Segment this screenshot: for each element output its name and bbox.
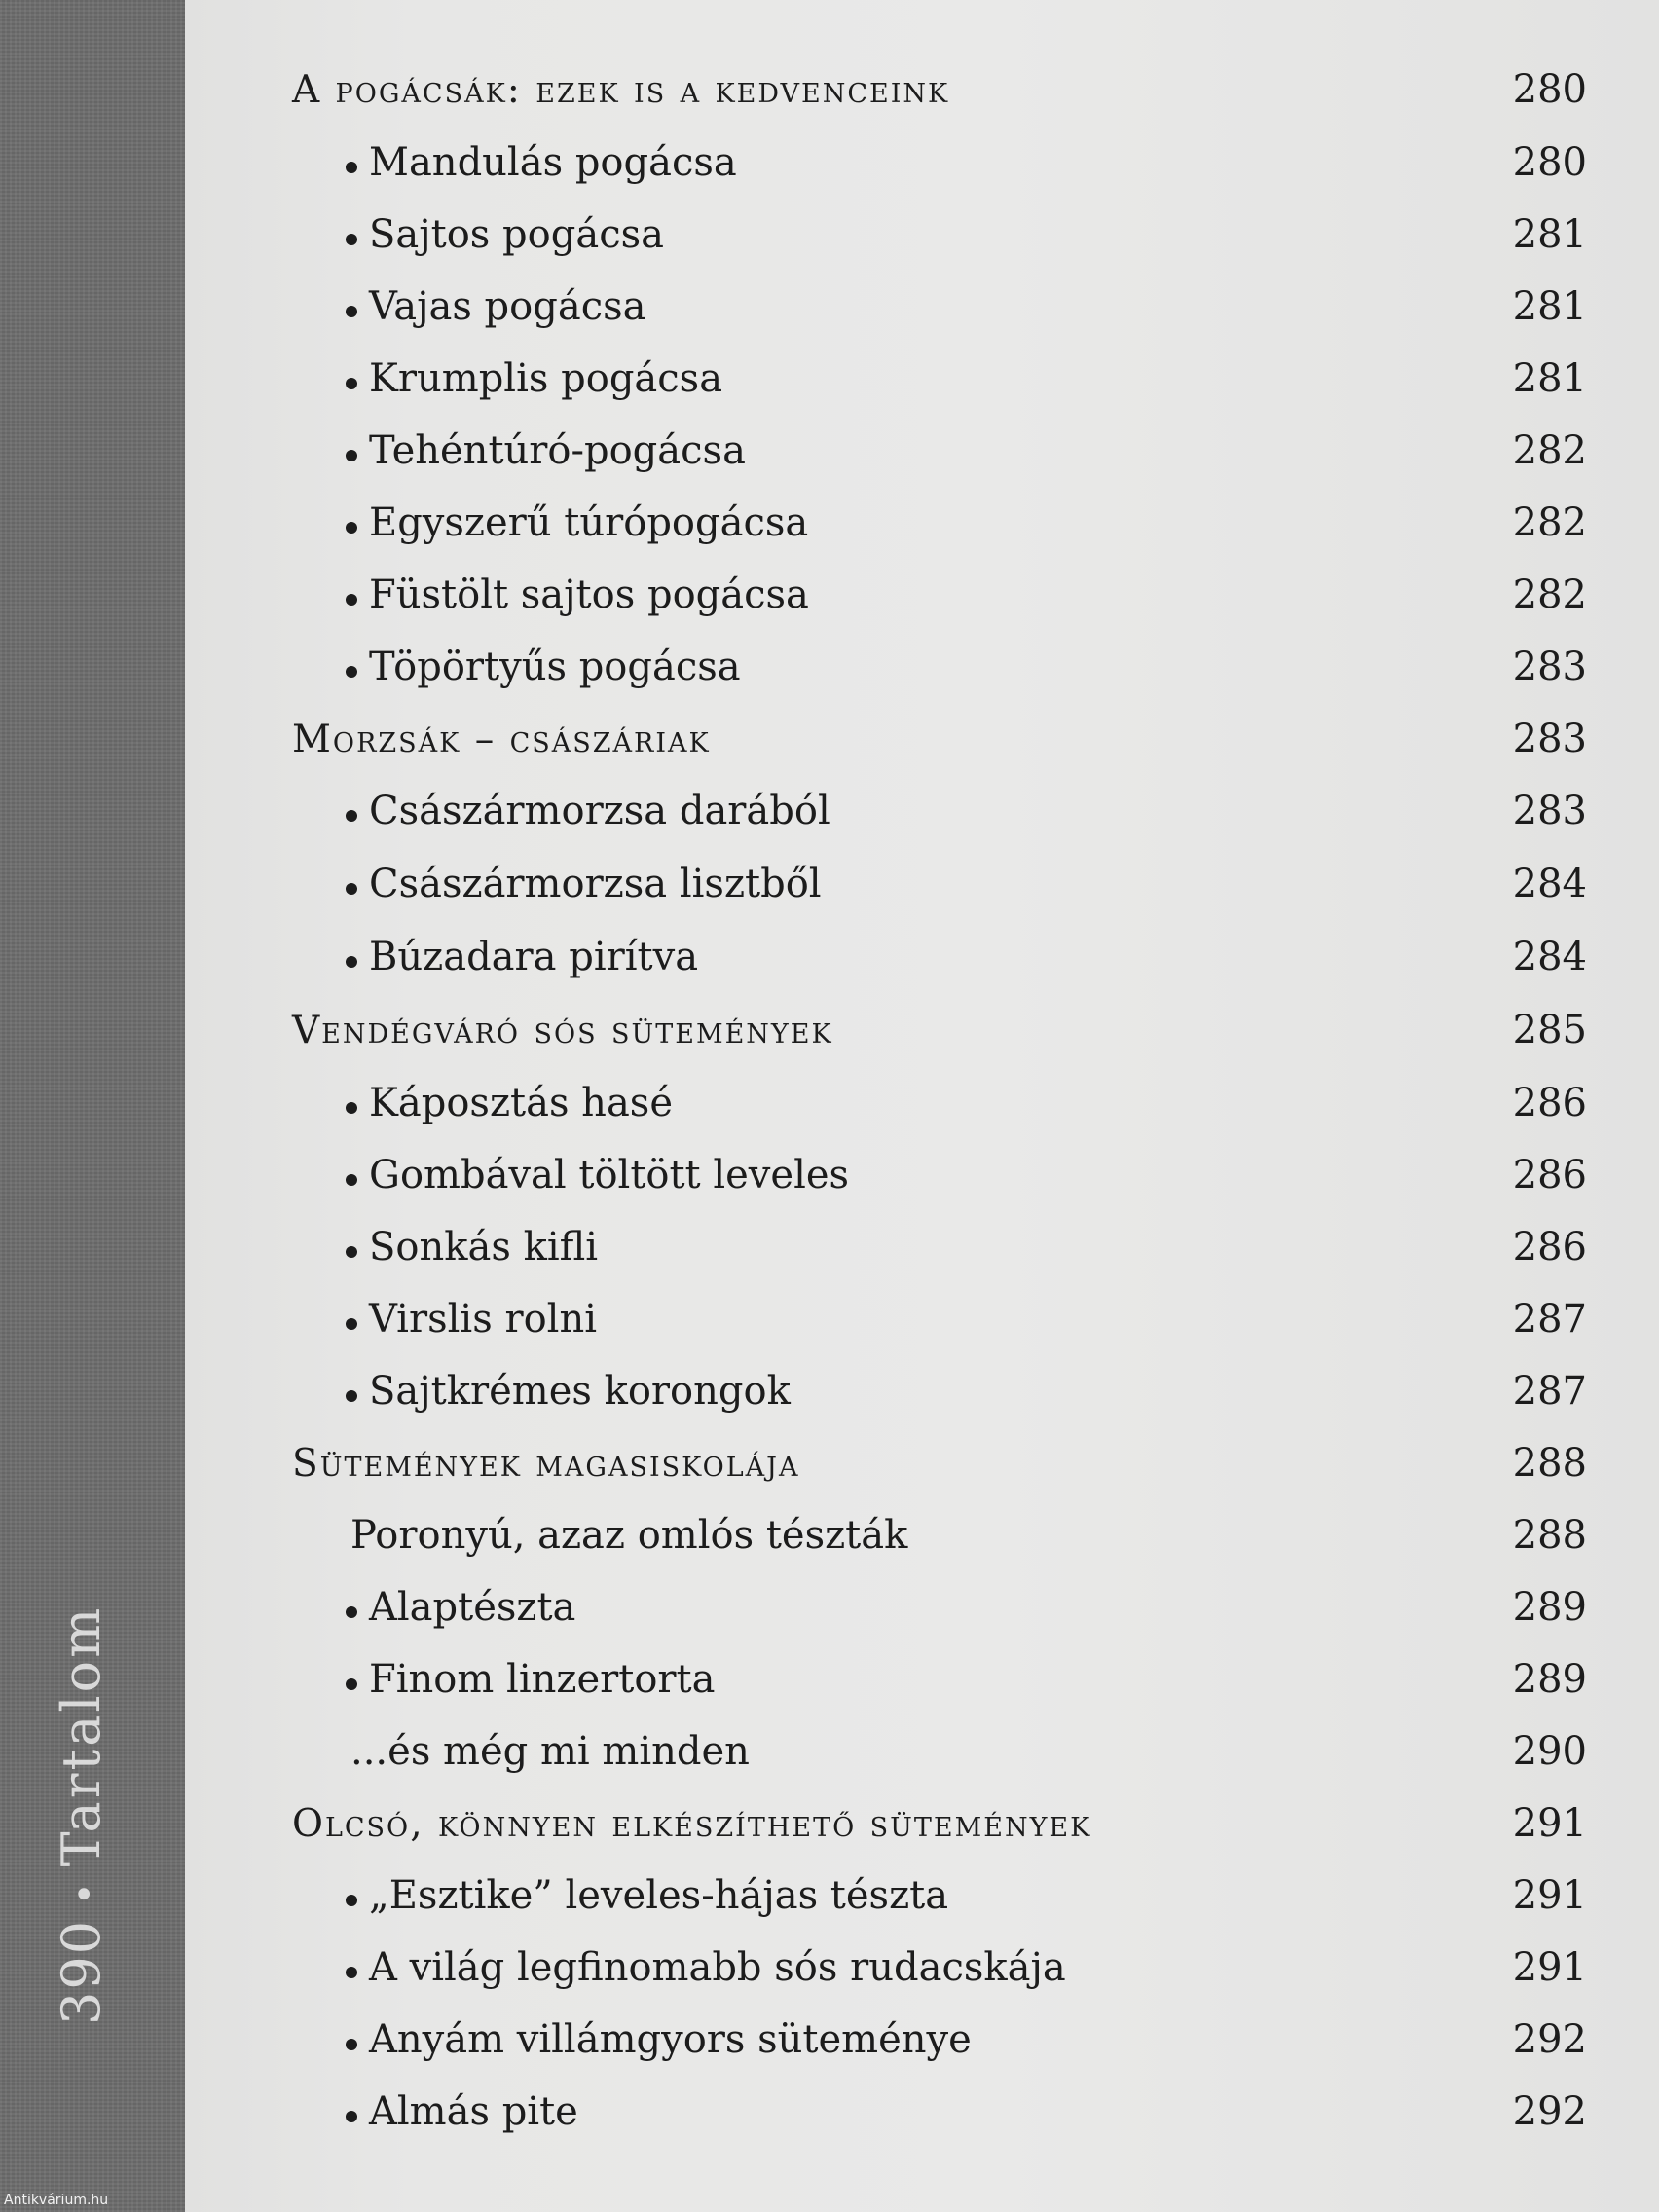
toc-entry-text: Krumplis pogácsa [369, 356, 723, 401]
toc-entry-title [292, 68, 949, 112]
toc-entry-text: Gombával töltött leveles [369, 1153, 850, 1198]
toc-page-number: 291 [1512, 1801, 1587, 1846]
toc-heading [292, 1427, 1587, 1495]
toc-entry-title [292, 718, 711, 761]
toc-page-number: 283 [1512, 645, 1587, 689]
toc-entry-title [346, 1873, 948, 1918]
toc-entry-text: Töpörtyűs pogácsa [369, 645, 741, 689]
bullet-icon [346, 594, 357, 606]
toc-page-number: 282 [1512, 572, 1587, 617]
toc-entry [292, 1355, 1587, 1423]
toc-heading [292, 1788, 1587, 1856]
toc-entry-text: ...és még mi minden [350, 1729, 750, 1774]
toc-entry-text: Olcsó, könnyen elkészíthető sütemények [292, 1802, 1092, 1846]
toc-entry-title [346, 2017, 972, 2062]
toc-page-number: 292 [1512, 2017, 1587, 2062]
bullet-icon [346, 1678, 357, 1690]
toc-entry-title [346, 284, 645, 329]
toc-entry-title [346, 862, 822, 906]
toc-entry-title [346, 572, 809, 617]
toc-heading [292, 54, 1587, 122]
toc-heading [292, 703, 1587, 771]
toc-entry-text: „Esztike” leveles-hájas tészta [369, 1873, 949, 1918]
toc-entry-title [346, 1657, 715, 1702]
toc-entry [292, 1860, 1587, 1928]
toc-entry-title [346, 428, 746, 473]
bullet-icon [346, 522, 357, 534]
toc-page-number: 284 [1512, 935, 1587, 979]
bullet-icon [346, 1102, 357, 1114]
toc-entry-text: Almás pite [369, 2089, 578, 2134]
toc-entry-text: Császármorzsa lisztből [369, 862, 822, 906]
bullet-icon [346, 810, 357, 822]
toc-entry-title [346, 1369, 791, 1414]
toc-entry-text: Finom linzertorta [369, 1657, 716, 1702]
toc-entry [292, 1932, 1587, 2000]
toc-entry-text: Tehéntúró-pogácsa [369, 428, 746, 473]
spine-separator: • [63, 1880, 108, 1905]
toc-entry [292, 848, 1587, 916]
toc-page-number: 286 [1512, 1081, 1587, 1125]
toc-entry-text: Káposztás hasé [369, 1081, 673, 1125]
toc-entry-title [292, 1009, 833, 1052]
toc-entry-text: Morzsák – császáriak [292, 718, 711, 761]
toc-entry [292, 2076, 1587, 2144]
toc-entry-title [346, 1585, 575, 1630]
toc-entry-title [346, 1153, 849, 1198]
toc-page-number: 287 [1512, 1369, 1587, 1414]
toc-entry [292, 1499, 1587, 1567]
toc-entry-title [346, 1297, 597, 1342]
toc-page-number: 283 [1512, 789, 1587, 833]
bullet-icon [346, 666, 357, 678]
toc-page-number: 289 [1512, 1585, 1587, 1630]
toc-entry-title [292, 1802, 1091, 1846]
toc-page-number: 282 [1512, 500, 1587, 545]
toc-entry-title [346, 356, 722, 401]
toc-page-number: 280 [1512, 140, 1587, 185]
toc-page-number: 286 [1512, 1225, 1587, 1270]
toc-page-number: 282 [1512, 428, 1587, 473]
toc-entry-text: Füstölt sajtos pogácsa [369, 572, 809, 617]
toc-heading [292, 994, 1587, 1062]
bullet-icon [346, 2039, 357, 2050]
bullet-icon [346, 1174, 357, 1186]
toc-entry-title [346, 500, 808, 545]
toc-entry [292, 1139, 1587, 1207]
toc-entry-title [346, 2089, 578, 2134]
toc-page-number: 288 [1512, 1513, 1587, 1558]
toc-page-number: 291 [1512, 1873, 1587, 1918]
bullet-icon [346, 1318, 357, 1330]
toc-entry-text: Sonkás kifli [369, 1225, 599, 1270]
toc-page-number: 281 [1512, 356, 1587, 401]
toc-entry-text: Poronyú, azaz omlós tészták [350, 1513, 908, 1558]
toc-page-number: 289 [1512, 1657, 1587, 1702]
bullet-icon [346, 2111, 357, 2122]
toc-entry-text: Virslis rolni [369, 1297, 598, 1342]
toc-entry-text: Sajtkrémes korongok [369, 1369, 791, 1414]
spine-section-title: Tartalom [51, 1604, 112, 1867]
toc-entry [292, 487, 1587, 555]
toc-entry-text: A pogácsák: ezek is a kedvenceink [292, 68, 950, 112]
bullet-icon [346, 1246, 357, 1258]
toc-entry-title [346, 212, 664, 257]
toc-entry-text: Mandulás pogácsa [369, 140, 737, 185]
toc-entry [292, 2004, 1587, 2072]
toc-entry-text: Búzadara pirítva [369, 935, 699, 979]
bullet-icon [346, 378, 357, 389]
toc-entry-text: Vajas pogácsa [369, 284, 646, 329]
bullet-icon [346, 234, 357, 245]
toc-page-number: 285 [1512, 1008, 1587, 1052]
toc-entry-text: Sajtos pogácsa [369, 212, 664, 257]
toc-entry [292, 127, 1587, 195]
toc-entry [292, 271, 1587, 339]
toc-entry-text: Vendégváró sós sütemények [292, 1009, 833, 1052]
toc-entry-text: Anyám villámgyors süteménye [369, 2017, 972, 2062]
toc-page-number: 281 [1512, 284, 1587, 329]
toc-entry [292, 1283, 1587, 1351]
toc-entry-title [292, 1442, 799, 1486]
toc-entry [292, 775, 1587, 843]
toc-entry [292, 1715, 1587, 1784]
toc-entry-title [346, 645, 741, 689]
bullet-icon [346, 1390, 357, 1402]
toc-page-number: 288 [1512, 1441, 1587, 1486]
toc-entry-title [346, 1945, 1066, 1990]
toc-entry [292, 921, 1587, 989]
toc-page-number: 291 [1512, 1945, 1587, 1990]
toc-entry-text: Sütemények magasiskolája [292, 1442, 800, 1486]
toc-entry [292, 1571, 1587, 1640]
toc-page-number: 287 [1512, 1297, 1587, 1342]
toc-entry [292, 1067, 1587, 1135]
toc-page-number: 284 [1512, 862, 1587, 906]
toc-entry-title [346, 1225, 598, 1270]
toc-page-number: 281 [1512, 212, 1587, 257]
toc-entry [292, 415, 1587, 483]
bullet-icon [346, 1967, 357, 1978]
bullet-icon [346, 1895, 357, 1906]
toc-entry-title [346, 935, 698, 979]
toc-page-number: 283 [1512, 717, 1587, 761]
toc-page-number: 286 [1512, 1153, 1587, 1198]
spine-page-number: 390 [51, 1918, 112, 2025]
toc-entry-title [346, 1081, 673, 1125]
toc-entry-text: A világ legfinomabb sós rudacskája [369, 1945, 1066, 1990]
toc-entry-text: Egyszerű túrópogácsa [369, 500, 809, 545]
toc-page-number: 280 [1512, 67, 1587, 112]
bullet-icon [346, 883, 357, 895]
toc-entry [292, 199, 1587, 267]
toc-entry [292, 343, 1587, 411]
toc-entry-title [350, 1513, 907, 1558]
bullet-icon [346, 450, 357, 461]
toc-entry [292, 1643, 1587, 1712]
toc-entry-title [346, 789, 830, 833]
toc-entry [292, 1211, 1587, 1279]
toc-entry-text: Alaptészta [369, 1585, 576, 1630]
toc-entry-title [346, 140, 737, 185]
toc-entry [292, 631, 1587, 699]
toc-entry-title [350, 1729, 750, 1774]
bullet-icon [346, 162, 357, 173]
toc-entry [292, 559, 1587, 627]
toc-page-number: 290 [1512, 1729, 1587, 1774]
bullet-icon [346, 956, 357, 968]
bullet-icon [346, 1606, 357, 1618]
watermark: Antikvárium.hu [4, 2193, 109, 2208]
bullet-icon [346, 306, 357, 317]
toc-entry-text: Császármorzsa darából [369, 789, 830, 833]
toc-page-number: 292 [1512, 2089, 1587, 2134]
